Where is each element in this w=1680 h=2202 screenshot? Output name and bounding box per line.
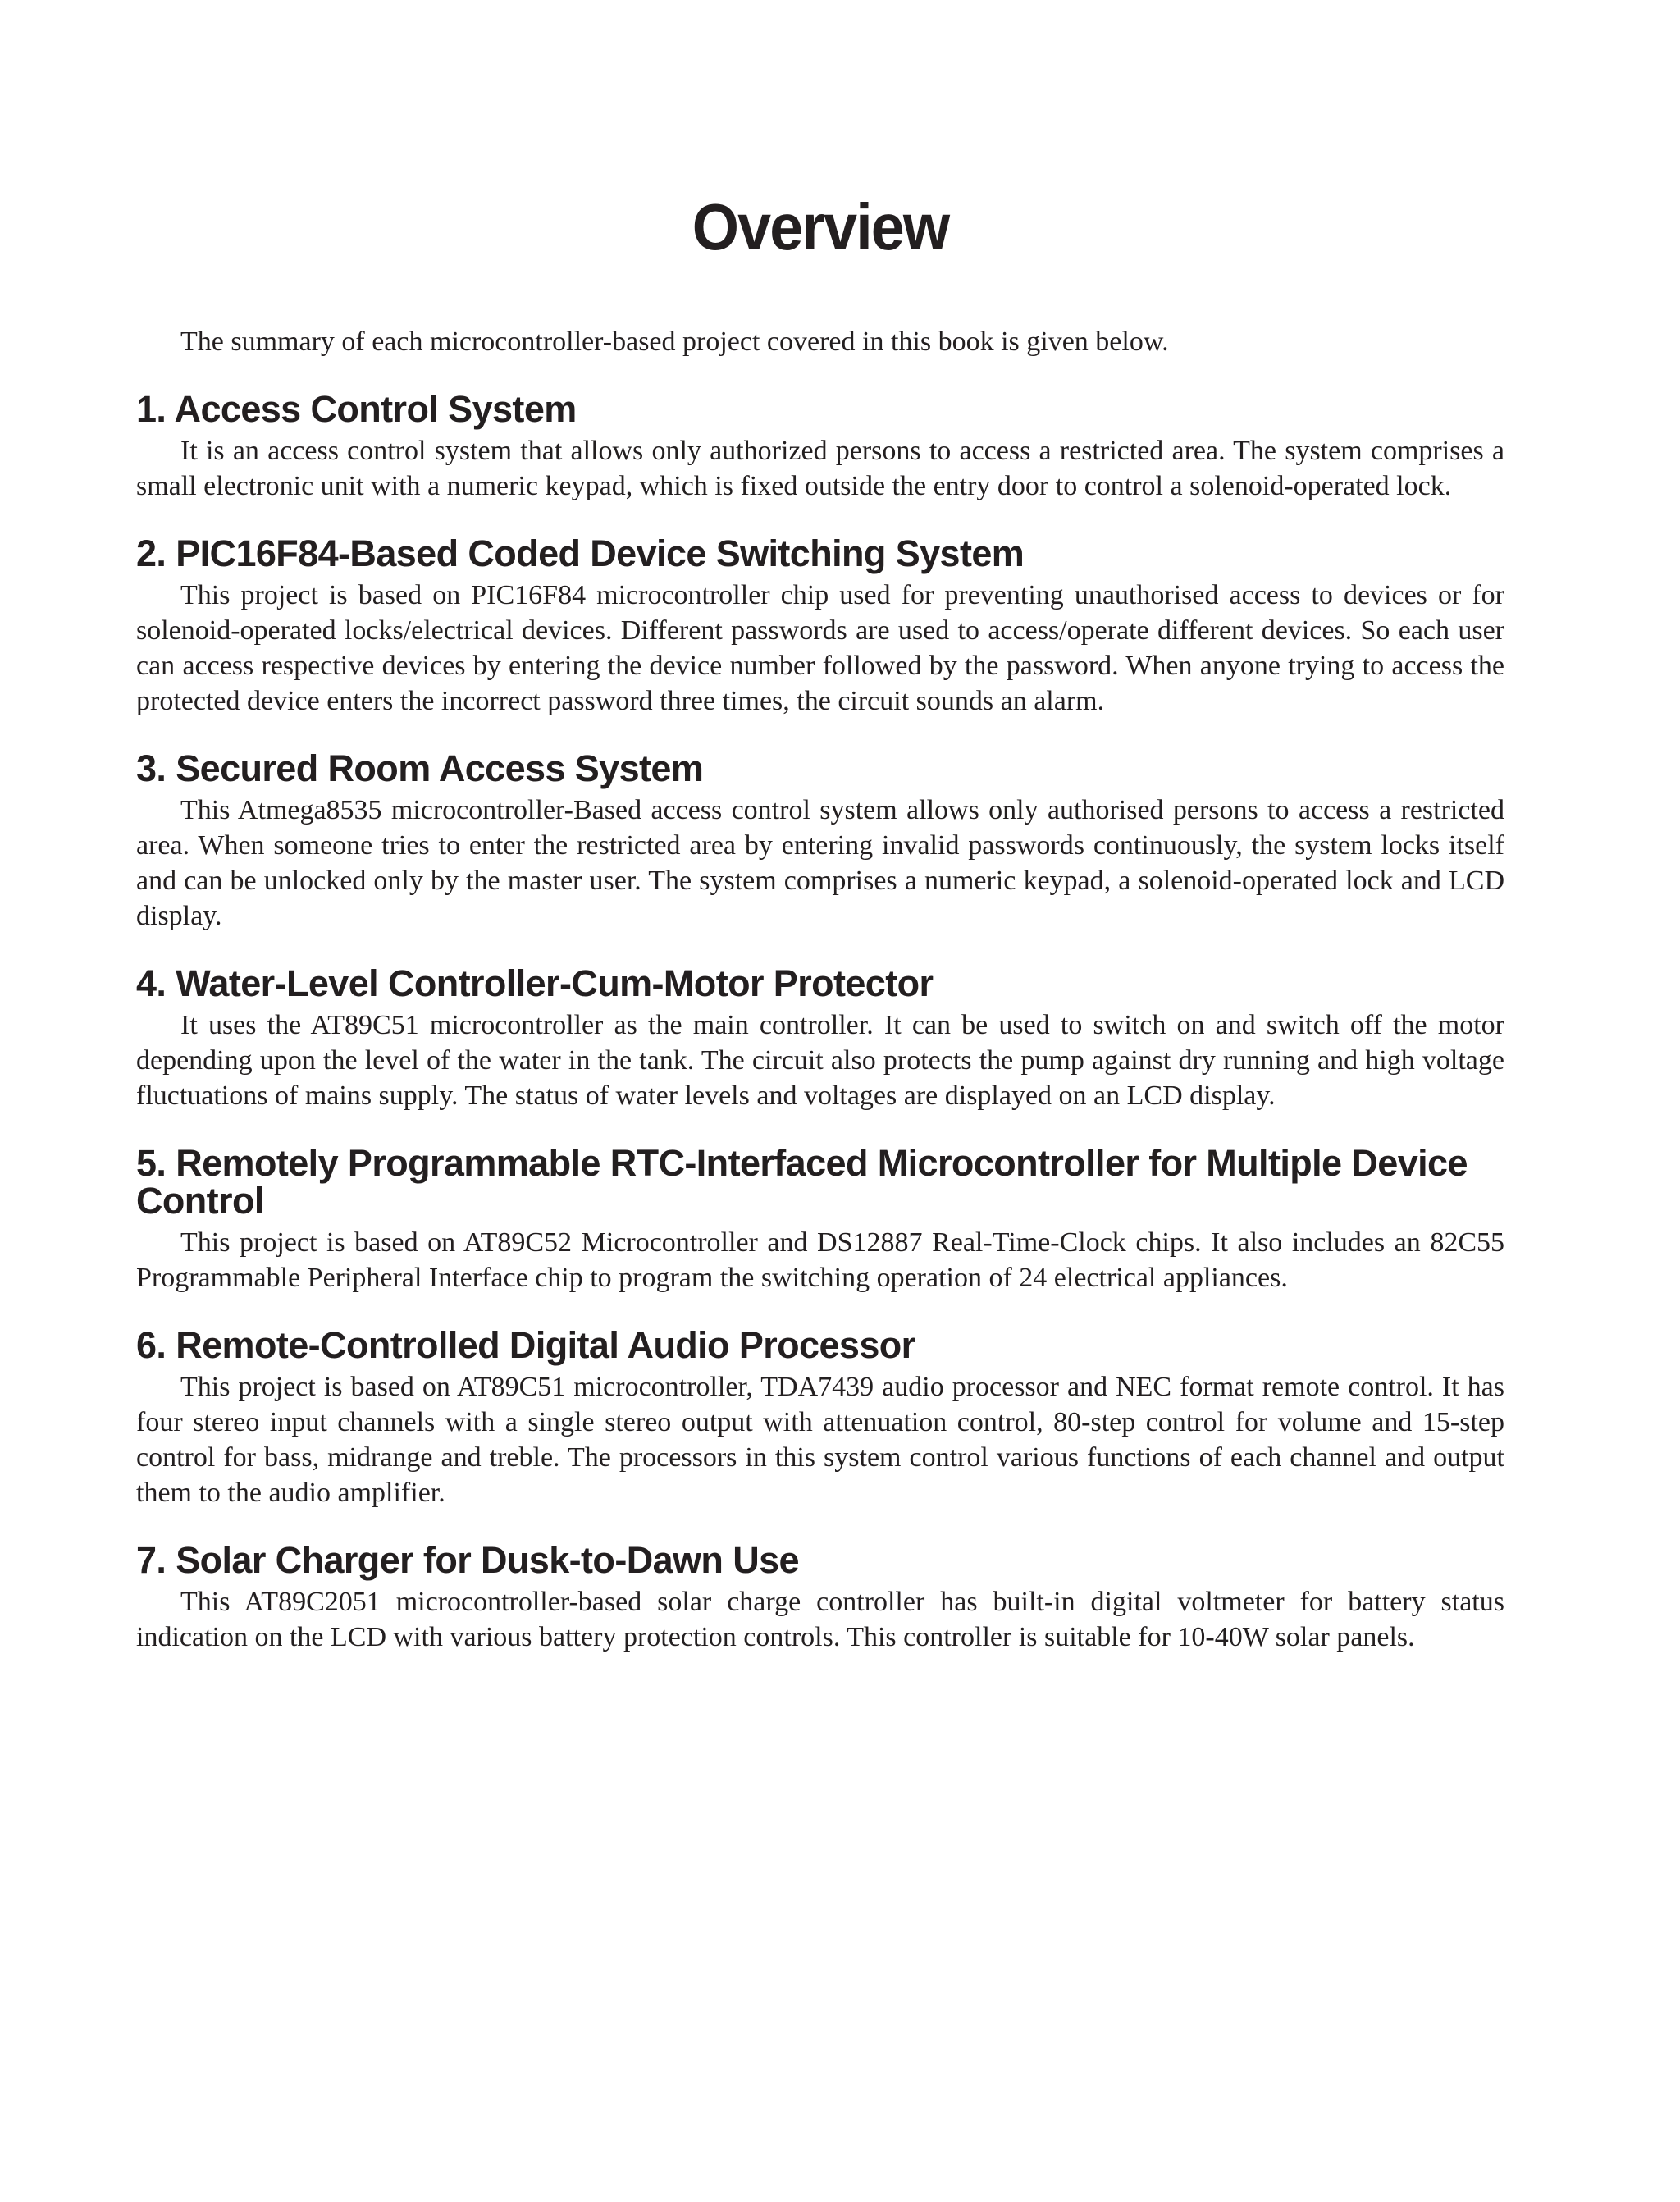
page-title: Overview: [692, 190, 949, 263]
section-heading: 3. Secured Room Access System: [136, 747, 704, 789]
section-coded-device-switching: [136, 532, 1504, 719]
section-digital-audio-processor: [136, 1324, 1504, 1510]
section-body: It uses the AT89C51 microcontroller as the main controller. It can be used to switch on and switch off the motor depending upon the level of the water in the tank. The circuit also protects the pump against dry running and high voltage fluctuations of mains supply. The status of water levels and voltages are displayed on an LCD display.: [136, 1010, 1504, 1111]
section-heading: 1. Access Control System: [136, 388, 577, 430]
section-heading: 2. PIC16F84-Based Coded Device Switching System: [136, 532, 1025, 574]
section-secured-room-access: [136, 747, 1504, 934]
section-heading: 4. Water-Level Controller-Cum-Motor Protector: [136, 962, 934, 1004]
intro-paragraph: The summary of each microcontroller-based project covered in this book is given below.: [180, 327, 1169, 357]
section-solar-charger: [136, 1539, 1504, 1655]
section-body: This project is based on AT89C51 microcontroller, TDA7439 audio processor and NEC format remote control. It has four stereo input channels with a single stereo output with attenuation control, 80-step control for volume and 15-step control for bass, midrange and treble. The processors in this system control various functions of each channel and output them to the audio amplifier.: [136, 1372, 1504, 1508]
section-body: This project is based on PIC16F84 microcontroller chip used for preventing unauthorised access to devices or for solenoid-operated locks/electrical devices. Different passwords are used to access/operate different devices. So each user can access respective devices by entering the device number followed by the password. When anyone trying to access the protected device enters the incorrect password three times, the circuit sounds an alarm.: [136, 580, 1504, 716]
section-rtc-device-control: [136, 1144, 1504, 1295]
section-water-level-controller: [136, 962, 1504, 1113]
section-heading: 6. Remote-Controlled Digital Audio Processor: [136, 1324, 915, 1366]
section-body: This Atmega8535 microcontroller-Based access control system allows only authorised persons to access a restricted area. When someone tries to enter the restricted area by entering invalid passwords continuously, the system locks itself and can be unlocked only by the master user. The system comprises a numeric keypad, a solenoid-operated lock and LCD display.: [136, 795, 1504, 931]
section-access-control: [136, 388, 1504, 504]
section-heading: 5. Remotely Programmable RTC-Interfaced Microcontroller for Multiple Device Control: [136, 1142, 1468, 1222]
section-body: It is an access control system that allows only authorized persons to access a restricted area. The system comprises a small electronic unit with a numeric keypad, which is fixed outside the entry door to control a solenoid-operated lock.: [136, 436, 1504, 501]
section-heading: 7. Solar Charger for Dusk-to-Dawn Use: [136, 1539, 799, 1581]
section-body: This project is based on AT89C52 Microcontroller and DS12887 Real-Time-Clock chips. It also includes an 82C55 Programmable Peripheral Interface chip to program the switching operation of 24 electrical appliances.: [136, 1227, 1504, 1293]
section-body: This AT89C2051 microcontroller-based solar charge controller has built-in digital voltmeter for battery status indication on the LCD with various battery protection controls. This controller is suitable for 10-40W solar panels.: [136, 1587, 1504, 1652]
